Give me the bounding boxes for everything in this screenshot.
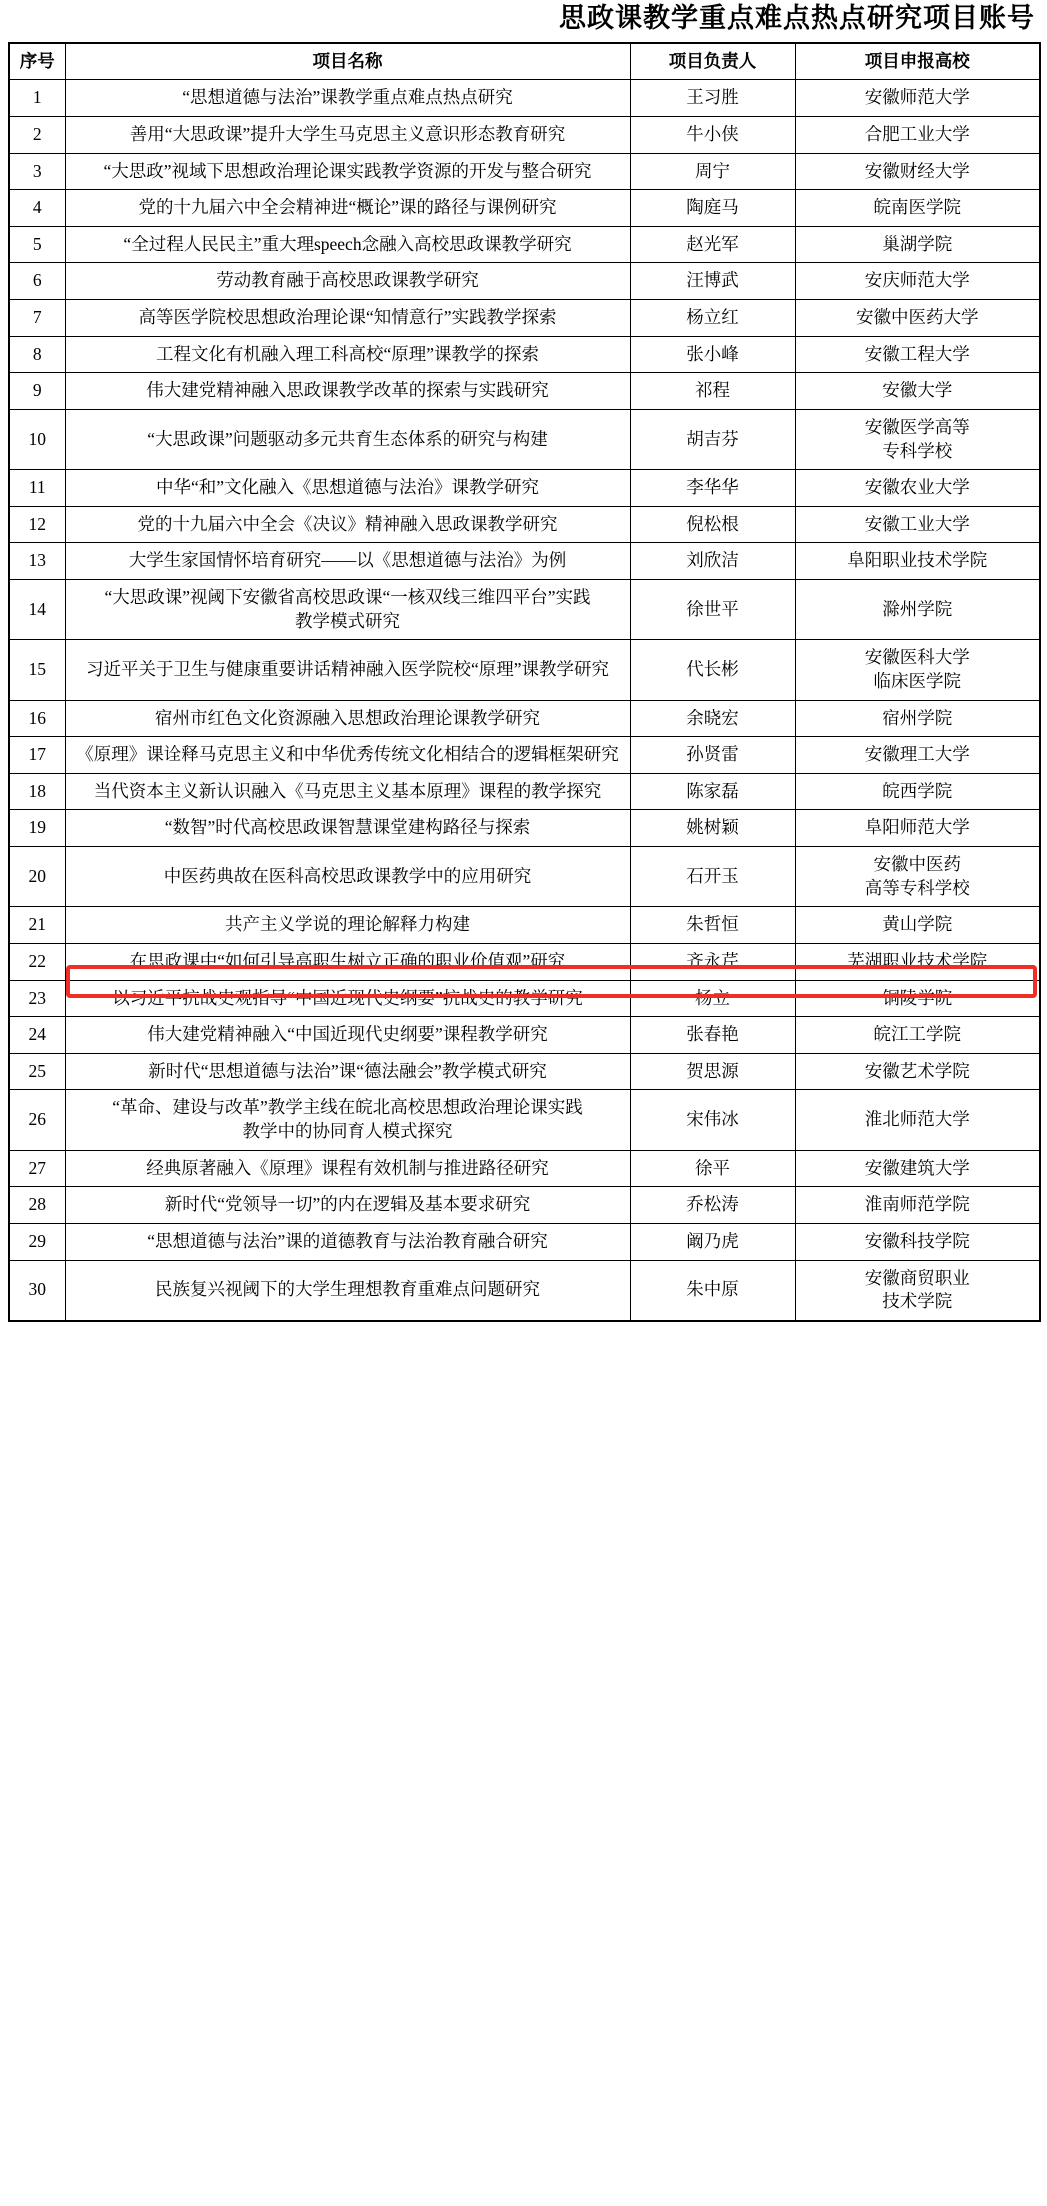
cell-project-name: 以习近平抗战史观指导“中国近现代史纲要”抗战史的教学研究 (65, 980, 630, 1017)
column-header-school: 项目申报高校 (795, 43, 1040, 80)
table-row (9, 773, 1040, 810)
table-header-row (9, 43, 1040, 80)
cell-project-name: 民族复兴视阈下的大学生理想教育重难点问题研究 (65, 1260, 630, 1321)
table-row (9, 1260, 1040, 1321)
cell-school: 安徽医学高等 专科学校 (795, 409, 1040, 469)
cell-index: 10 (9, 409, 65, 469)
table-row (9, 1090, 1040, 1150)
cell-index: 7 (9, 300, 65, 337)
cell-school: 合肥工业大学 (795, 116, 1040, 153)
cell-leader: 杨立 (630, 980, 795, 1017)
cell-leader: 姚树颖 (630, 810, 795, 847)
cell-school: 安徽农业大学 (795, 470, 1040, 507)
cell-index: 15 (9, 640, 65, 700)
cell-project-name: “思想道德与法治”课的道德教育与法治教育融合研究 (65, 1223, 630, 1260)
table-row (9, 907, 1040, 944)
table-row (9, 580, 1040, 640)
cell-school: 芜湖职业技术学院 (795, 943, 1040, 980)
cell-school: 安徽工程大学 (795, 336, 1040, 373)
cell-index: 20 (9, 847, 65, 907)
cell-leader: 陈家磊 (630, 773, 795, 810)
cell-leader: 石开玉 (630, 847, 795, 907)
cell-index: 17 (9, 737, 65, 774)
cell-project-name: 新时代“思想道德与法治”课“德法融会”教学模式研究 (65, 1053, 630, 1090)
table-row (9, 300, 1040, 337)
cell-index: 9 (9, 373, 65, 410)
table-row (9, 409, 1040, 469)
table-row (9, 336, 1040, 373)
cell-index: 28 (9, 1187, 65, 1224)
cell-index: 27 (9, 1150, 65, 1187)
page-title: 思政课教学重点难点热点研究项目账号 (559, 3, 1035, 33)
cell-leader: 贺思源 (630, 1053, 795, 1090)
cell-index: 23 (9, 980, 65, 1017)
cell-index: 26 (9, 1090, 65, 1150)
table-row (9, 80, 1040, 117)
table-row (9, 943, 1040, 980)
cell-leader: 孙贤雷 (630, 737, 795, 774)
table-row (9, 373, 1040, 410)
cell-school: 淮北师范大学 (795, 1090, 1040, 1150)
cell-leader: 徐世平 (630, 580, 795, 640)
cell-leader: 阚乃虎 (630, 1223, 795, 1260)
cell-leader: 陶庭马 (630, 190, 795, 227)
cell-school: 铜陵学院 (795, 980, 1040, 1017)
cell-index: 11 (9, 470, 65, 507)
cell-index: 6 (9, 263, 65, 300)
cell-project-name: 当代资本主义新认识融入《马克思主义基本原理》课程的教学探究 (65, 773, 630, 810)
table-row (9, 226, 1040, 263)
cell-school: 阜阳师范大学 (795, 810, 1040, 847)
table-row (9, 700, 1040, 737)
cell-project-name: 劳动教育融于高校思政课教学研究 (65, 263, 630, 300)
cell-school: 黄山学院 (795, 907, 1040, 944)
cell-leader: 齐永芹 (630, 943, 795, 980)
cell-project-name: 新时代“党领导一切”的内在逻辑及基本要求研究 (65, 1187, 630, 1224)
cell-leader: 张小峰 (630, 336, 795, 373)
cell-leader: 李华华 (630, 470, 795, 507)
cell-school: 安徽财经大学 (795, 153, 1040, 190)
cell-index: 16 (9, 700, 65, 737)
cell-index: 22 (9, 943, 65, 980)
cell-project-name: “大思政”视域下思想政治理论课实践教学资源的开发与整合研究 (65, 153, 630, 190)
cell-index: 24 (9, 1017, 65, 1054)
table-row (9, 116, 1040, 153)
cell-school: 安徽大学 (795, 373, 1040, 410)
cell-leader: 王习胜 (630, 80, 795, 117)
cell-project-name: 党的十九届六中全会精神进“概论”课的路径与课例研究 (65, 190, 630, 227)
cell-index: 14 (9, 580, 65, 640)
cell-index: 30 (9, 1260, 65, 1321)
cell-index: 21 (9, 907, 65, 944)
cell-project-name: 共产主义学说的理论解释力构建 (65, 907, 630, 944)
column-header-index: 序号 (9, 43, 65, 80)
table-row (9, 847, 1040, 907)
cell-project-name: 高等医学院校思想政治理论课“知情意行”实践教学探索 (65, 300, 630, 337)
cell-leader: 刘欣洁 (630, 543, 795, 580)
table-row (9, 1223, 1040, 1260)
table-row (9, 190, 1040, 227)
cell-school: 皖江工学院 (795, 1017, 1040, 1054)
cell-school: 安徽理工大学 (795, 737, 1040, 774)
cell-project-name: “大思政课”问题驱动多元共育生态体系的研究与构建 (65, 409, 630, 469)
cell-project-name: 在思政课中“如何引导高职生树立正确的职业价值观”研究 (65, 943, 630, 980)
cell-school: 宿州学院 (795, 700, 1040, 737)
cell-school: 安庆师范大学 (795, 263, 1040, 300)
cell-project-name: 党的十九届六中全会《决议》精神融入思政课教学研究 (65, 506, 630, 543)
cell-school: 安徽艺术学院 (795, 1053, 1040, 1090)
table-row (9, 1017, 1040, 1054)
cell-project-name: “全过程人民民主”重大理speech念融入高校思政课教学研究 (65, 226, 630, 263)
cell-school: 安徽商贸职业 技术学院 (795, 1260, 1040, 1321)
table-row (9, 640, 1040, 700)
cell-index: 13 (9, 543, 65, 580)
cell-project-name: 伟大建党精神融入“中国近现代史纲要”课程教学研究 (65, 1017, 630, 1054)
cell-project-name: “革命、建设与改革”教学主线在皖北高校思想政治理论课实践 教学中的协同育人模式探究 (65, 1090, 630, 1150)
cell-leader: 代长彬 (630, 640, 795, 700)
cell-index: 2 (9, 116, 65, 153)
cell-school: 阜阳职业技术学院 (795, 543, 1040, 580)
cell-index: 19 (9, 810, 65, 847)
cell-school: 皖南医学院 (795, 190, 1040, 227)
cell-index: 25 (9, 1053, 65, 1090)
cell-index: 3 (9, 153, 65, 190)
cell-project-name: 中华“和”文化融入《思想道德与法治》课教学研究 (65, 470, 630, 507)
cell-leader: 杨立红 (630, 300, 795, 337)
cell-school: 安徽师范大学 (795, 80, 1040, 117)
table-row (9, 543, 1040, 580)
cell-leader: 宋伟冰 (630, 1090, 795, 1150)
cell-index: 5 (9, 226, 65, 263)
cell-index: 1 (9, 80, 65, 117)
cell-project-name: 习近平关于卫生与健康重要讲话精神融入医学院校“原理”课教学研究 (65, 640, 630, 700)
cell-index: 8 (9, 336, 65, 373)
table-body (9, 80, 1040, 1321)
cell-index: 12 (9, 506, 65, 543)
cell-school: 安徽医科大学 临床医学院 (795, 640, 1040, 700)
cell-project-name: 《原理》课诠释马克思主义和中华优秀传统文化相结合的逻辑框架研究 (65, 737, 630, 774)
cell-project-name: “思想道德与法治”课教学重点难点热点研究 (65, 80, 630, 117)
column-header-project-name: 项目名称 (65, 43, 630, 80)
cell-project-name: 中医药典故在医科高校思政课教学中的应用研究 (65, 847, 630, 907)
cell-project-name: “大思政课”视阈下安徽省高校思政课“一核双线三维四平台”实践 教学模式研究 (65, 580, 630, 640)
table-row (9, 1053, 1040, 1090)
cell-school: 淮南师范学院 (795, 1187, 1040, 1224)
cell-project-name: 大学生家国情怀培育研究——以《思想道德与法治》为例 (65, 543, 630, 580)
cell-school: 安徽建筑大学 (795, 1150, 1040, 1187)
cell-leader: 牛小侠 (630, 116, 795, 153)
cell-leader: 朱哲恒 (630, 907, 795, 944)
cell-index: 29 (9, 1223, 65, 1260)
cell-leader: 张春艳 (630, 1017, 795, 1054)
table-row (9, 737, 1040, 774)
cell-leader: 乔松涛 (630, 1187, 795, 1224)
projects-table (8, 42, 1041, 1322)
cell-index: 4 (9, 190, 65, 227)
cell-school: 安徽科技学院 (795, 1223, 1040, 1260)
cell-leader: 倪松根 (630, 506, 795, 543)
table-row (9, 1187, 1040, 1224)
cell-school: 滁州学院 (795, 580, 1040, 640)
cell-school: 巢湖学院 (795, 226, 1040, 263)
table-row (9, 810, 1040, 847)
cell-school: 安徽工业大学 (795, 506, 1040, 543)
cell-school: 安徽中医药 高等专科学校 (795, 847, 1040, 907)
cell-leader: 赵光军 (630, 226, 795, 263)
cell-leader: 汪博武 (630, 263, 795, 300)
table-row (9, 506, 1040, 543)
cell-project-name: 工程文化有机融入理工科高校“原理”课教学的探索 (65, 336, 630, 373)
cell-school: 皖西学院 (795, 773, 1040, 810)
cell-leader: 朱中原 (630, 1260, 795, 1321)
cell-leader: 胡吉芬 (630, 409, 795, 469)
table-row (9, 153, 1040, 190)
cell-project-name: 经典原著融入《原理》课程有效机制与推进路径研究 (65, 1150, 630, 1187)
cell-leader: 余晓宏 (630, 700, 795, 737)
cell-index: 18 (9, 773, 65, 810)
table-row (9, 980, 1040, 1017)
cell-school: 安徽中医药大学 (795, 300, 1040, 337)
cell-project-name: “数智”时代高校思政课智慧课堂建构路径与探索 (65, 810, 630, 847)
table-row (9, 263, 1040, 300)
cell-leader: 祁程 (630, 373, 795, 410)
column-header-leader: 项目负责人 (630, 43, 795, 80)
cell-project-name: 善用“大思政课”提升大学生马克思主义意识形态教育研究 (65, 116, 630, 153)
cell-leader: 徐平 (630, 1150, 795, 1187)
table-header (9, 43, 1040, 80)
cell-leader: 周宁 (630, 153, 795, 190)
table-row (9, 470, 1040, 507)
cell-project-name: 伟大建党精神融入思政课教学改革的探索与实践研究 (65, 373, 630, 410)
cell-project-name: 宿州市红色文化资源融入思想政治理论课教学研究 (65, 700, 630, 737)
table-row (9, 1150, 1040, 1187)
